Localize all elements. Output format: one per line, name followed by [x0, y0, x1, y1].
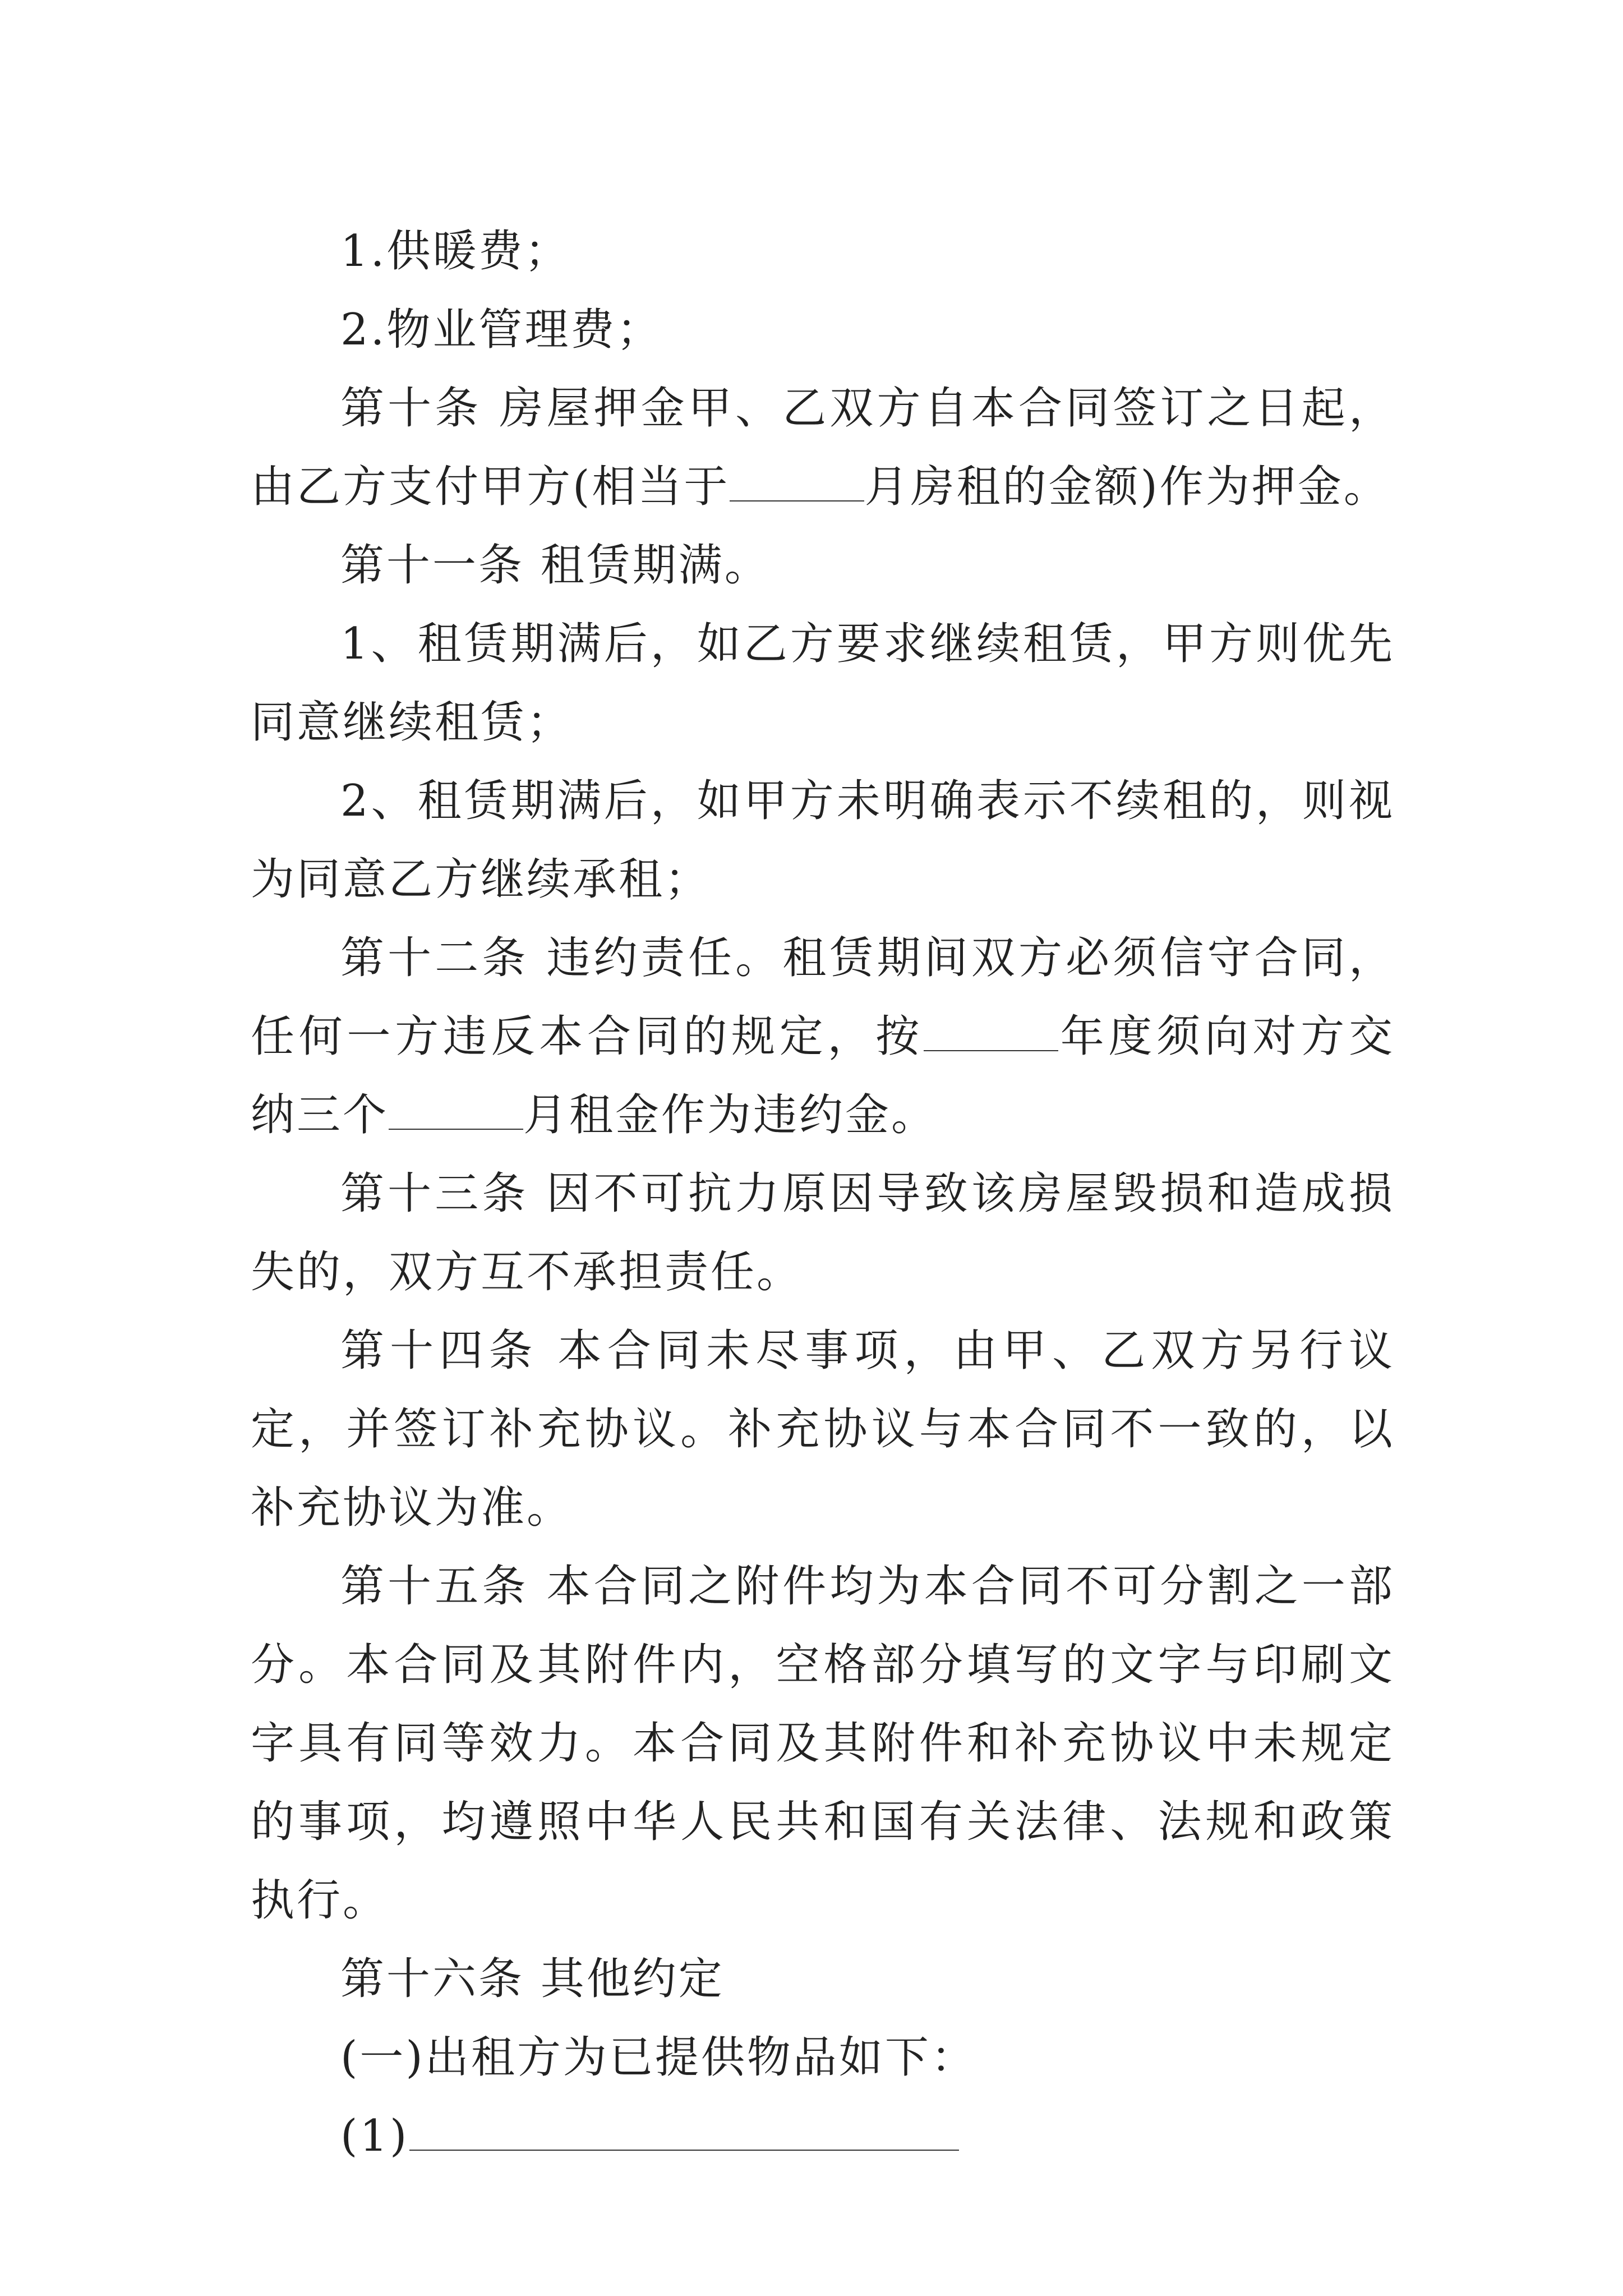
paragraph-article-11-item-1: 1、租赁期满后，如乙方要求继续租赁，甲方则优先同意继续租赁；: [251, 619, 1395, 748]
blank-penalty-months: [389, 1095, 523, 1130]
paragraph-article-11-heading: 第十一条 租赁期满。: [340, 540, 771, 591]
document-body: [251, 212, 1395, 2175]
list-1-label: (1): [340, 2111, 409, 2161]
article-12-text-after: 月租金作为违约金。: [523, 1090, 938, 1140]
paragraph-article-16-list-1: [251, 2097, 1395, 2175]
blank-item-1: [409, 2116, 959, 2151]
paragraph-article-11-item-2: 2、租赁期满后，如甲方未明确表示不续租的，则视为同意乙方继续承租；: [251, 776, 1395, 905]
paragraph-article-13-force-majeure: 第十三条 因不可抗力原因导致该房屋毁损和造成损失的，双方互不承担责任。: [251, 1168, 1395, 1297]
paragraph-article-14-supplement: 第十四条 本合同未尽事项，由甲、乙双方另行议定，并签订补充协议。补充协议与本合同不一致的，以补充协议为准。: [251, 1326, 1395, 1533]
article-12-text-middle: 年度须向对方交纳三个: [251, 1011, 1395, 1140]
paragraph-heating-fee: 1.供暖费；: [340, 226, 571, 277]
article-10-text-after: 月房租的金额)作为押金。: [864, 462, 1390, 512]
paragraph-article-12-breach: [251, 919, 1395, 1154]
paragraph-article-16-item-1: (一)出租方为已提供物品如下：: [340, 2032, 977, 2083]
paragraph-article-15-attachments: 第十五条 本合同之附件均为本合同不可分割之一部分。本合同及其附件内，空格部分填写的文字与印刷文字具有同等效力。本合同及其附件和补充协议中未规定的事项，均遵照中华人民共和国有关法律、法规和政策执行。: [251, 1561, 1395, 1926]
paragraph-property-fee: 2.物业管理费；: [340, 305, 663, 355]
blank-deposit-months: [730, 467, 864, 501]
paragraph-article-10-deposit: [251, 369, 1395, 526]
paragraph-article-16-heading: 第十六条 其他约定: [340, 1954, 725, 2004]
blank-year: [924, 1016, 1058, 1051]
article-10-text-before: 第十条 房屋押金甲、乙双方自本合同签订之日起，由乙方支付甲方(相当于: [251, 383, 1395, 512]
article-12-text-before: 第十二条 违约责任。租赁期间双方必须信守合同，任何一方违反本合同的规定，按: [251, 933, 1395, 1062]
